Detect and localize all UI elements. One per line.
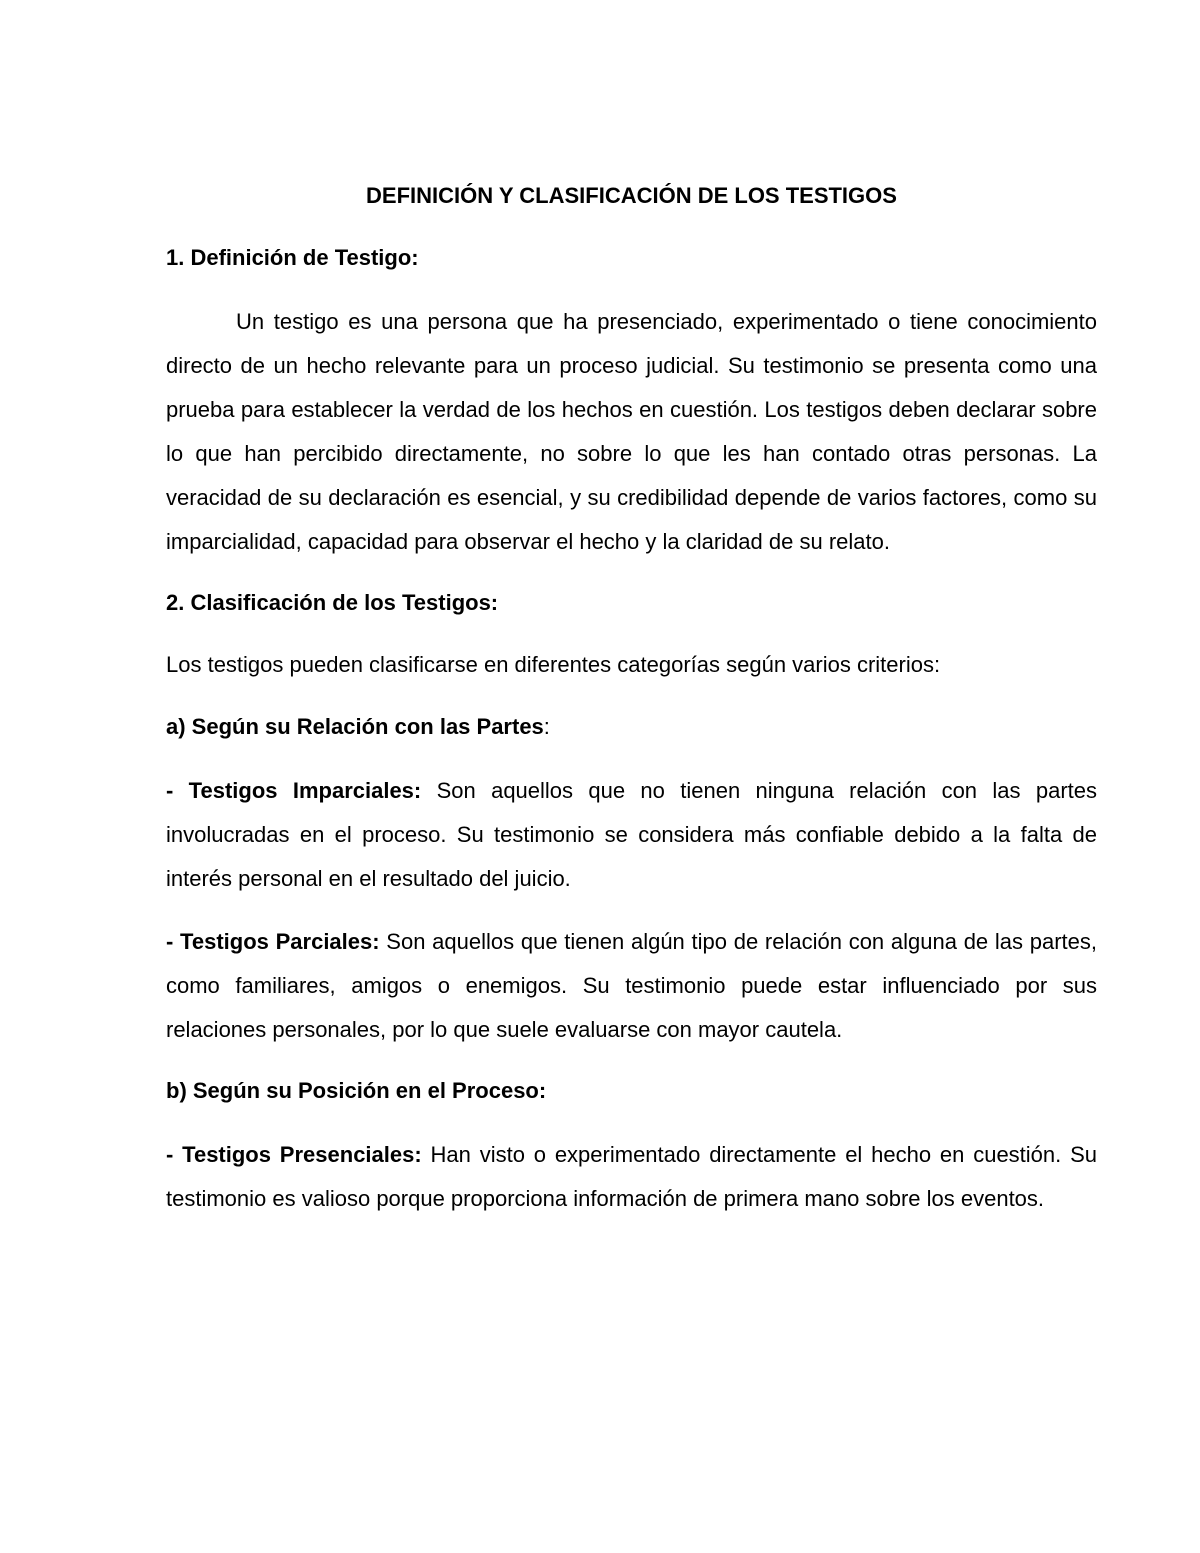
item-testigos-presenciales xyxy=(166,1133,1097,1221)
subsection-b-heading: b) Según su Posición en el Proceso: xyxy=(166,1078,547,1103)
section-2-intro: Los testigos pueden clasificarse en diferentes categorías según varios criterios: xyxy=(166,652,941,677)
item-term: - Testigos Parciales: xyxy=(166,929,380,954)
item-text: Son aquellos que tienen algún tipo de relación con alguna de las partes, como familiares, amigos o enemigos. Su testimonio puede estar influenciado por sus relaciones personales, por lo que suele evaluarse con mayor cautela. xyxy=(166,929,1097,1042)
subsection-a-heading xyxy=(166,707,1097,747)
section-1-paragraph: Un testigo es una persona que ha presenciado, experimentado o tiene conocimiento directo de un hecho relevante para un proceso judicial. Su testimonio se presenta como una prueba para establecer la verdad de los hechos en cuestión. Los testigos deben declarar sobre lo que han percibido directamente, no sobre lo que les han contado otras personas. La veracidad de su declaración es esencial, y su credibilidad depende de varios factores, como su imparcialidad, capacidad para observar el hecho y la claridad de su relato. xyxy=(166,309,1097,554)
document-title: DEFINICIÓN Y CLASIFICACIÓN DE LOS TESTIGOS xyxy=(366,183,897,208)
item-term: - Testigos Imparciales: xyxy=(166,778,422,803)
section-2-heading: 2. Clasificación de los Testigos: xyxy=(166,590,499,615)
item-testigos-imparciales xyxy=(166,769,1097,901)
section-1-heading: 1. Definición de Testigo: xyxy=(166,245,419,270)
subsection-a-heading-colon: : xyxy=(543,714,550,739)
subsection-a-heading-label: a) Según su Relación con las Partes xyxy=(166,714,544,739)
item-text: Han visto o experimentado directamente el hecho en cuestión. Su testimonio es valioso porque proporciona información de primera mano sobre los eventos. xyxy=(166,1142,1097,1211)
item-testigos-parciales xyxy=(166,920,1097,1052)
item-text: Son aquellos que no tienen ninguna relación con las partes involucradas en el proceso. Su testimonio se considera más confiable debido a la falta de interés personal en el resultado del juicio. xyxy=(166,778,1097,891)
item-term: - Testigos Presenciales: xyxy=(166,1142,422,1167)
document-page xyxy=(166,176,1097,1240)
